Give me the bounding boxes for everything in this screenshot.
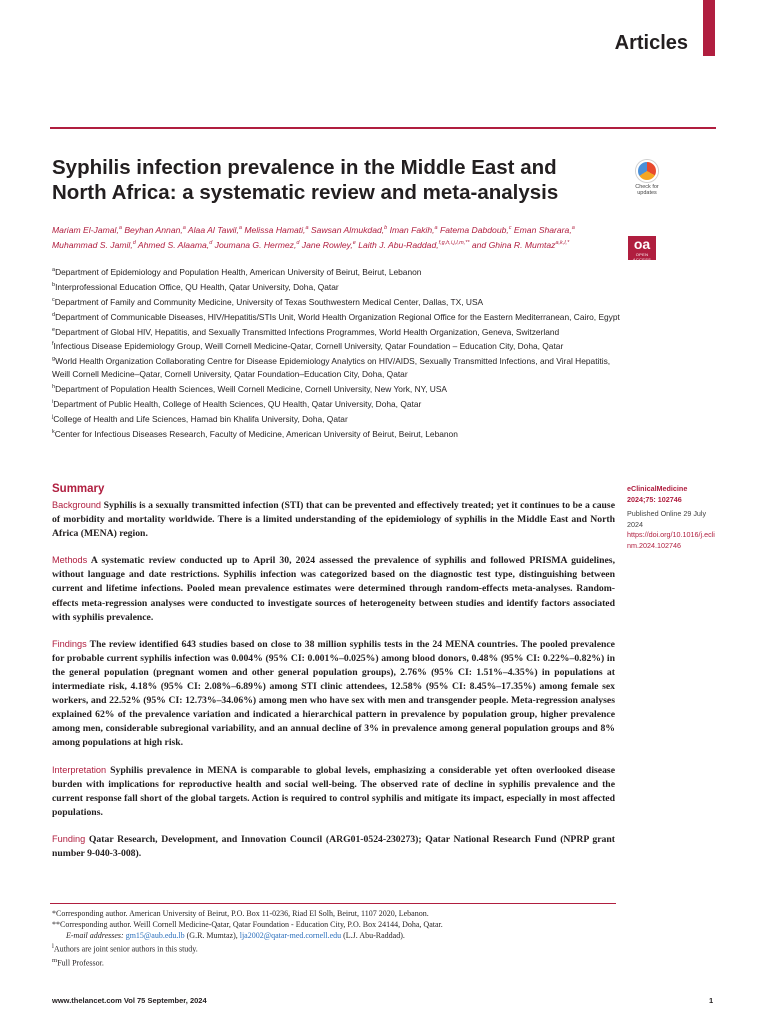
author-name[interactable]: Jane Rowley,: [301, 239, 353, 250]
footnote-rule: [50, 903, 616, 904]
section-title: Articles: [614, 32, 688, 54]
abstract-text: Syphilis prevalence in MENA is comparable to global levels, emphasizing a considerable yet often overlooked disease burden with implications for reproductive health and social well-being. The observed rate of decline in syphilis prevalence and the current response fall short of the global targets. Action is required to control syphilis and mitigate its impact, especially in most affected populations.: [52, 764, 615, 818]
check-for-updates-badge[interactable]: [628, 160, 666, 200]
author-affiliation-marker: b: [384, 225, 388, 231]
abstract-findings: [52, 637, 615, 751]
full-professor-note: $^m$Full Professor.: [52, 956, 104, 968]
abstract-text: The review identified 643 studies based on close to 38 million syphilis tests in the 24 MENA countries. The pooled prevalence for probable current syphilis infection was 0.004% (95% CI: 0.001%–0.025%) among blood donors, 0.48% (95% CI: 0.22%–0.82%) in the general population (pregnant women and other general population groups), 2.76% (95% CI: 1.51%–4.35%) in populations at intermediate risk, 4.18% (95% CI: 2.08%–6.89%) among STI clinic attendees, 12.58% (95% CI: 8.45%–17.35%) among female sex workers, and 22.52% (95% CI: 12.73%–34.06%) among men who have sex with men and transgender people. Meta-regression analyses explained 62% of the prevalence variation and indicated a hierarchical pattern in prevalence by population group, higher prevalence among men, considerable subregional variability, and an annual decline of 3% in prevalence among general population groups and 8% among populations at high risk.: [52, 638, 615, 749]
author-affiliation-marker: c: [508, 225, 512, 231]
author-name[interactable]: Alaa Al Tawil,: [187, 224, 239, 235]
author-affiliation-marker: a: [434, 225, 438, 231]
email-label: E-mail addresses:: [66, 931, 124, 940]
affiliation-item: $^b$Interprofessional Education Office, QU Health, Qatar University, Doha, Qatar: [52, 281, 339, 292]
author-name[interactable]: Iman Fakih,: [389, 224, 435, 235]
abstract-text: A systematic review conducted up to April 30, 2024 assessed the prevalence of syphilis and followed PRISMA guidelines, without language and date restrictions. Syphilis infection was categorized based on the diagnostic test type, distinguishing between current and lifetime infections. Pooled mean prevalence estimates were determined through random-effects meta-analyses. Random-effects meta-regression analyses were conducted to investigate sources of heterogeneity between studies and identify factors associated with syphilis prevalence.: [52, 555, 615, 623]
doi-link[interactable]: https://doi.org/10.1016/j.eclinm.2024.102746: [627, 530, 715, 550]
affiliation-item: $^a$Department of Epidemiology and Population Health, American University of Beirut, Beirut, Lebanon: [52, 266, 422, 277]
author-affiliation-marker: a: [305, 225, 309, 231]
published-date: Published Online 29 July 2024: [627, 509, 707, 529]
author-name[interactable]: Laith J. Abu-Raddad,: [358, 239, 439, 250]
author-affiliation-marker: a: [182, 225, 186, 231]
author-name[interactable]: Fatema Dabdoub,: [439, 224, 509, 235]
abstract-label: Background: [52, 500, 102, 510]
affiliation-item: $^k$Center for Infectious Diseases Research, Faculty of Medicine, American University of Beirut, Beirut, Lebanon: [52, 428, 458, 439]
affiliation-item: $^d$Department of Communicable Diseases, HIV/Hepatitis/STIs Unit, World Health Organization Regional Office for the Eastern Mediterranean, Cairo, Egypt: [52, 311, 620, 322]
oa-label: OPEN ACCESS: [632, 252, 652, 262]
author-affiliation-marker: a: [118, 225, 122, 231]
author-affiliation-marker: a: [238, 225, 242, 231]
journal-citation: 2024;75: 102746: [627, 494, 682, 504]
abstract-text: Qatar Research, Development, and Innovation Council (ARG01-0524-230273); Qatar National Research Fund (NPRP grant number 9-040-3-008).: [52, 833, 615, 859]
header-accent-bar: [703, 0, 715, 56]
open-access-badge: [628, 236, 656, 260]
abstract-label: Findings: [52, 638, 87, 649]
author-name[interactable]: Ahmed S. Alaama,: [137, 239, 210, 250]
author-affiliation-marker: e: [352, 239, 356, 246]
summary-heading: Summary: [52, 483, 105, 495]
article-info-sidebar: [627, 484, 717, 551]
abstract: [52, 498, 615, 873]
joint-senior-note: $^l$Authors are joint senior authors in this study.: [52, 943, 198, 954]
check-updates-icon: [636, 160, 658, 182]
email-link-mumtaz[interactable]: gm15@aub.edu.lb: [125, 931, 185, 940]
article-title: Syphilis infection prevalence in the Middle East and North Africa: a systematic review and meta-analysis: [52, 156, 559, 204]
author-name[interactable]: Mariam El-Jamal,: [52, 224, 119, 235]
abstract-label: Funding: [52, 833, 86, 844]
corresponding-author-1: *Corresponding author. American University of Beirut, P.O. Box 11-0236, Riad El Solh, Beirut, 1107 2020, Lebanon.: [52, 909, 429, 918]
header-rule: [50, 127, 716, 129]
footer-journal-info: www.thelancet.com Vol 75 September, 2024: [52, 996, 207, 1005]
abstract-label: Methods: [52, 555, 88, 566]
author-name[interactable]: and Ghina R. Mumtaz: [471, 239, 556, 250]
author-list: [52, 222, 612, 252]
oa-icon: oa: [633, 236, 651, 252]
affiliation-item: $^g$World Health Organization Collaborating Centre for Disease Epidemiology Analytics on HIV/AIDS, Sexually Transmitted Infections, and Viral Hepatitis, Weill Cornell Medicine–Qatar, Cornell University, Qatar Foundation–Education City, Doha, Qatar: [52, 356, 611, 380]
abstract-interpretation: [52, 763, 615, 820]
email-addresses: [52, 930, 612, 941]
email-owner-abu-raddad: (L.J. Abu-Raddad).: [341, 931, 405, 940]
check-updates-label: Check for updates: [635, 184, 659, 196]
author-name[interactable]: Eman Sharara,: [513, 224, 572, 235]
author-affiliation-marker: d: [209, 239, 213, 246]
author-affiliation-marker: a: [571, 225, 575, 231]
affiliation-list: [52, 264, 622, 441]
affiliation-item: $^i$Department of Public Health, College of Health Sciences, QU Health, Qatar University, Doha, Qatar: [52, 399, 422, 410]
author-name[interactable]: Beyhan Annan,: [124, 224, 183, 235]
page-number: 1: [709, 996, 714, 1005]
affiliation-item: $^e$Department of Global HIV, Hepatitis, and Sexually Transmitted Infections Programmes, World Health Organization, Geneva, Switzerland: [52, 326, 560, 337]
affiliation-item: $^c$Department of Family and Community Medicine, University of Texas Southwestern Medical Center, Dallas, TX, USA: [52, 296, 484, 307]
email-owner-mumtaz: (G.R. Mumtaz),: [184, 931, 240, 940]
author-name[interactable]: Melissa Hamati,: [244, 224, 306, 235]
email-link-abu-raddad[interactable]: lja2002@qatar-med.cornell.edu: [239, 931, 342, 940]
author-name[interactable]: Joumana G. Hermez,: [214, 239, 297, 250]
journal-name: eClinicalMedicine: [627, 484, 688, 493]
footnotes: [52, 908, 612, 968]
author-affiliation-marker: d: [296, 239, 300, 246]
affiliation-item: $^f$Infectious Disease Epidemiology Group, Weill Cornell Medicine-Qatar, Cornell University, Qatar Foundation – Education City, Doha, Qatar: [52, 341, 564, 352]
corresponding-author-2: **Corresponding author. Weill Cornell Medicine-Qatar, Qatar Foundation - Education City, P.O. Box 24144, Doha, Qatar.: [52, 920, 443, 929]
author-affiliation-marker: a,k,l,*: [555, 239, 570, 246]
affiliation-item: $^h$Department of Population Health Sciences, Weill Cornell Medicine, Cornell University, New York, NY, USA: [52, 384, 447, 395]
author-name[interactable]: Muhammad S. Jamil,: [52, 239, 133, 250]
affiliation-item: $^j$College of Health and Life Sciences, Hamad bin Khalifa University, Doha, Qatar: [52, 413, 348, 424]
author-affiliation-marker: f,g,h,i,j,l,m,**: [438, 239, 470, 246]
abstract-methods: [52, 553, 615, 624]
abstract-funding: [52, 832, 615, 861]
abstract-background: [52, 498, 615, 541]
abstract-text: Syphilis is a sexually transmitted infection (STI) that can be prevented and effectively treated; yet it continues to be a cause of morbidity and mortality worldwide. There is a limited understanding of the epidemiology of syphilis in the Middle East and North Africa (MENA) region.: [52, 500, 615, 540]
author-affiliation-marker: d: [132, 239, 136, 246]
abstract-label: Interpretation: [52, 764, 107, 775]
author-name[interactable]: Sawsan Almukdad,: [310, 224, 385, 235]
